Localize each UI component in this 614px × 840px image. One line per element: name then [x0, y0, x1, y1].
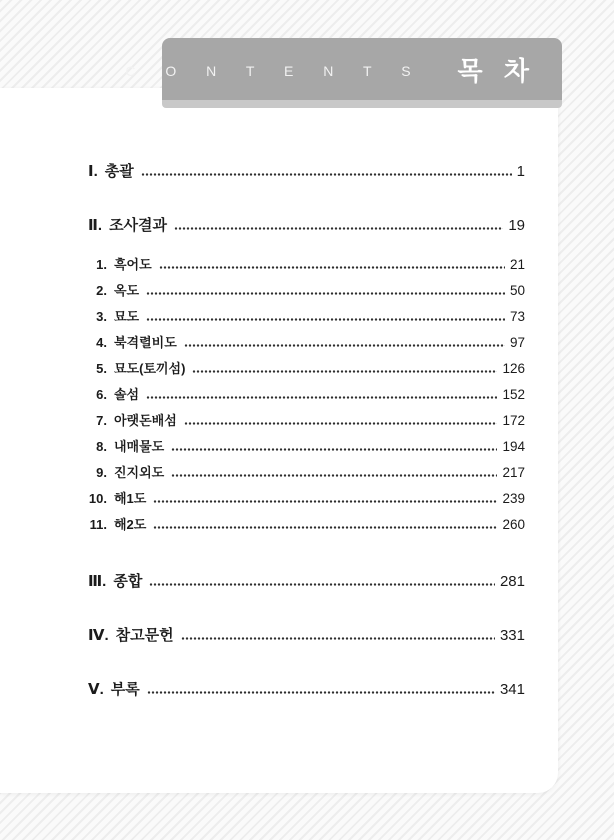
toc-entry-label: 옥도 — [114, 283, 140, 298]
dot-leader-icon — [174, 227, 503, 230]
toc-entry-number: 2. — [96, 283, 107, 298]
toc-sub-row — [0, 486, 525, 512]
toc-sub-row — [0, 304, 525, 330]
toc-entry-page: 194 — [502, 439, 525, 454]
toc-entry-label: 내매물도 — [114, 439, 165, 454]
dot-leader-icon — [147, 691, 495, 694]
toc-sub-row — [0, 460, 525, 486]
toc-entry-page: 341 — [499, 681, 525, 698]
toc-entry-label: 솔섬 — [114, 387, 140, 402]
toc-entry-page: 19 — [508, 217, 525, 234]
toc-entry-label: 부록 — [110, 681, 140, 698]
toc-section-row — [0, 680, 525, 700]
toc-sub-row — [0, 252, 525, 278]
dot-leader-icon — [146, 318, 505, 321]
toc-entry-label: 아랫돈배섬 — [114, 413, 177, 428]
toc-entry-label: 해2도 — [114, 517, 147, 532]
toc-entry-page: 217 — [502, 465, 525, 480]
toc-entry-label: 조사결과 — [109, 217, 168, 234]
toc-entry-page: 126 — [502, 361, 525, 376]
toc-entry-page: 97 — [509, 335, 525, 350]
toc-entry-label: 흑어도 — [114, 257, 152, 272]
toc-entry-number: 11. — [89, 517, 107, 532]
toc-entry-page: 281 — [499, 573, 525, 590]
toc-entry-number: 6. — [96, 387, 107, 402]
toc-entry-label: 북격렬비도 — [114, 335, 177, 350]
dot-leader-icon — [184, 344, 505, 347]
toc-entry-page: 152 — [502, 387, 525, 402]
toc-sub-row — [0, 278, 525, 304]
toc-entry-number: Ⅱ. — [88, 217, 103, 234]
toc-entry-page: 50 — [509, 283, 525, 298]
header-bar-shadow — [162, 100, 562, 108]
toc-entry-page: 21 — [509, 257, 525, 272]
header-bar — [125, 38, 562, 100]
toc-section-row — [0, 626, 525, 646]
toc-entry-label: 묘도(토끼섬) — [114, 361, 186, 376]
toc-section-row — [0, 162, 525, 182]
dot-leader-icon — [153, 500, 497, 503]
dot-leader-icon — [146, 396, 497, 399]
toc-sub-row — [0, 512, 525, 538]
toc-entry-label: 해1도 — [114, 491, 147, 506]
toc-entry-number: 3. — [96, 309, 107, 324]
toc-section-row — [0, 572, 525, 592]
dot-leader-icon — [149, 583, 495, 586]
toc-entry-page: 172 — [502, 413, 525, 428]
dot-leader-icon — [171, 474, 497, 477]
toc-entry-number: 5. — [96, 361, 107, 376]
toc-entry-number: 8. — [96, 439, 107, 454]
page-title: 목 차 — [457, 55, 536, 86]
toc-entry-number: Ⅰ. — [88, 163, 98, 180]
toc-entry-label: 진지외도 — [114, 465, 165, 480]
contents-label: C O N T E N T S — [125, 63, 424, 79]
toc-sub-row — [0, 434, 525, 460]
toc-entry-page: 239 — [502, 491, 525, 506]
toc-entry-label: 참고문헌 — [115, 627, 174, 644]
dot-leader-icon — [184, 422, 498, 425]
toc-entry-page: 73 — [509, 309, 525, 324]
toc-section-row — [0, 216, 525, 236]
toc-sub-row — [0, 382, 525, 408]
dot-leader-icon — [192, 370, 497, 373]
toc-sub-row — [0, 408, 525, 434]
toc-entry-number: 10. — [88, 491, 107, 506]
toc-entry-number: 9. — [96, 465, 107, 480]
toc-entry-page: 260 — [502, 517, 525, 532]
toc-sub-row — [0, 356, 525, 382]
toc-entry-number: Ⅴ. — [88, 681, 104, 698]
dot-leader-icon — [146, 292, 505, 295]
toc-sub-row — [0, 330, 525, 356]
toc-entry-page: 1 — [516, 163, 525, 180]
toc-entry-number: 7. — [96, 413, 107, 428]
toc-entry-label: 총괄 — [104, 163, 134, 180]
dot-leader-icon — [153, 526, 497, 529]
toc-entry-label: 묘도 — [114, 309, 140, 324]
toc-entry-page: 331 — [499, 627, 525, 644]
dot-leader-icon — [181, 637, 495, 640]
toc-entry-number: Ⅲ. — [88, 573, 107, 590]
dot-leader-icon — [159, 266, 505, 269]
toc-entry-number: 1. — [96, 257, 107, 272]
toc-card — [0, 55, 558, 793]
toc-entry-number: 4. — [96, 335, 107, 350]
toc-entry-label: 종합 — [113, 573, 143, 590]
dot-leader-icon — [171, 448, 497, 451]
toc-list — [0, 88, 558, 700]
toc-entry-number: Ⅳ. — [88, 627, 109, 644]
dot-leader-icon — [141, 173, 512, 176]
